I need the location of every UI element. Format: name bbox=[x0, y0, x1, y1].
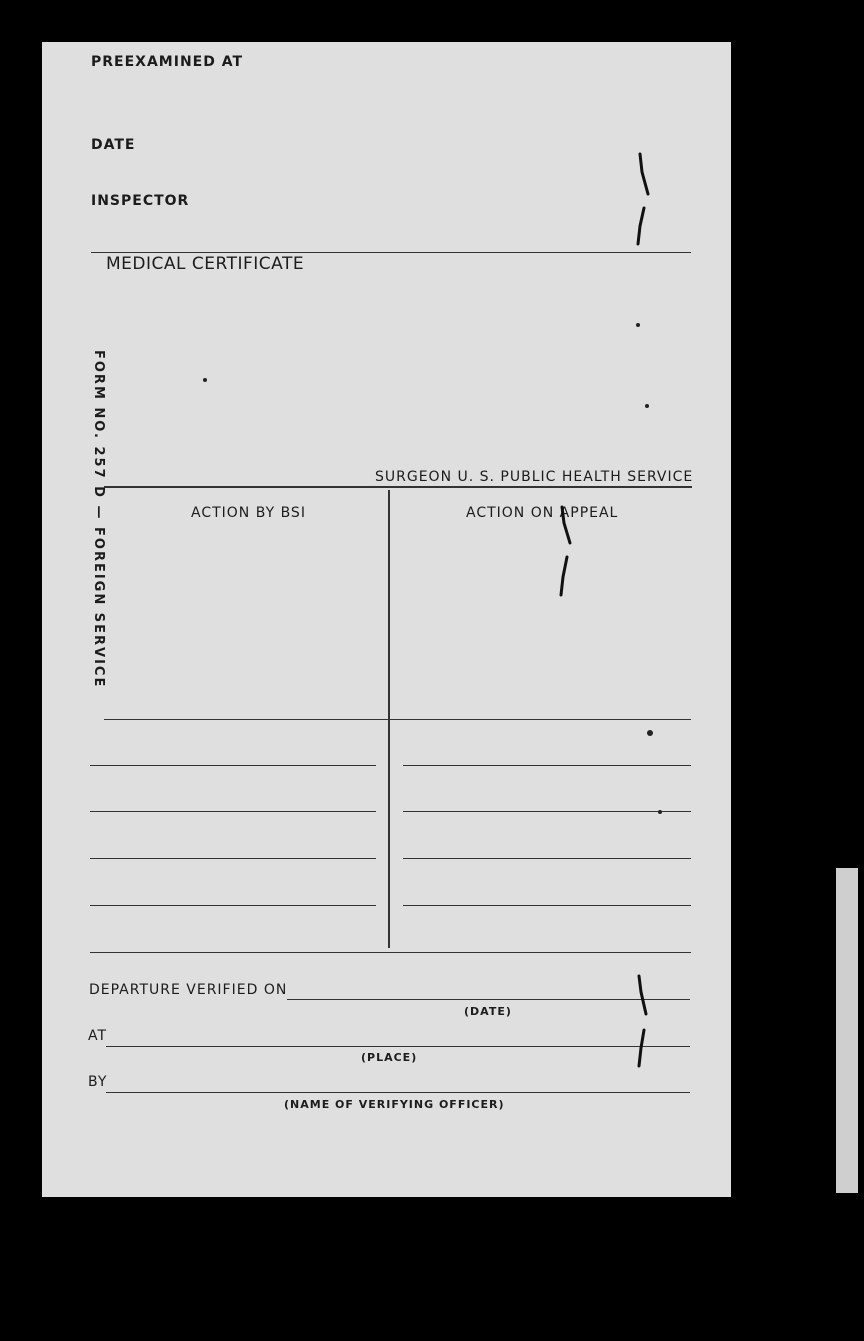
date-label: DATE bbox=[91, 137, 136, 153]
ink-speck bbox=[636, 323, 640, 327]
action-line bbox=[90, 765, 376, 766]
by-label: BY bbox=[88, 1074, 108, 1090]
certificate-divider bbox=[104, 486, 692, 488]
officer-caption: (NAME OF VERIFYING OFFICER) bbox=[284, 1098, 505, 1111]
action-line bbox=[403, 811, 691, 812]
medical-certificate-title: MEDICAL CERTIFICATE bbox=[106, 254, 305, 274]
adjacent-page-strip bbox=[836, 868, 858, 1193]
action-line bbox=[104, 719, 691, 720]
preexamined-at-label: PREEXAMINED AT bbox=[91, 54, 244, 70]
officer-line bbox=[106, 1092, 690, 1093]
inspector-label: INSPECTOR bbox=[91, 193, 190, 209]
header-divider bbox=[91, 252, 691, 253]
pen-mark bbox=[630, 150, 654, 250]
pen-mark bbox=[552, 505, 576, 600]
departure-verified-label: DEPARTURE VERIFIED ON bbox=[89, 982, 288, 998]
action-line bbox=[403, 905, 691, 906]
ink-speck bbox=[658, 810, 662, 814]
action-line bbox=[90, 905, 376, 906]
action-line bbox=[90, 858, 376, 859]
place-line bbox=[106, 1046, 690, 1047]
action-on-appeal-label: ACTION ON APPEAL bbox=[466, 505, 619, 521]
ink-speck bbox=[645, 404, 649, 408]
date-caption: (DATE) bbox=[464, 1005, 512, 1018]
ink-speck bbox=[203, 378, 207, 382]
action-line bbox=[403, 858, 691, 859]
ink-speck bbox=[647, 730, 653, 736]
surgeon-label: SURGEON U. S. PUBLIC HEALTH SERVICE bbox=[375, 469, 694, 485]
action-line bbox=[90, 811, 376, 812]
torn-edge bbox=[42, 1162, 731, 1202]
place-caption: (PLACE) bbox=[361, 1051, 418, 1064]
form-card bbox=[42, 42, 731, 1197]
form-number-label: FORM NO. 257 D — FOREIGN SERVICE bbox=[91, 350, 106, 689]
pen-mark bbox=[630, 972, 654, 1072]
action-section-bottom-line bbox=[90, 952, 691, 953]
action-line bbox=[403, 765, 691, 766]
action-by-bsi-label: ACTION BY BSI bbox=[191, 505, 306, 521]
at-label: AT bbox=[88, 1028, 108, 1044]
